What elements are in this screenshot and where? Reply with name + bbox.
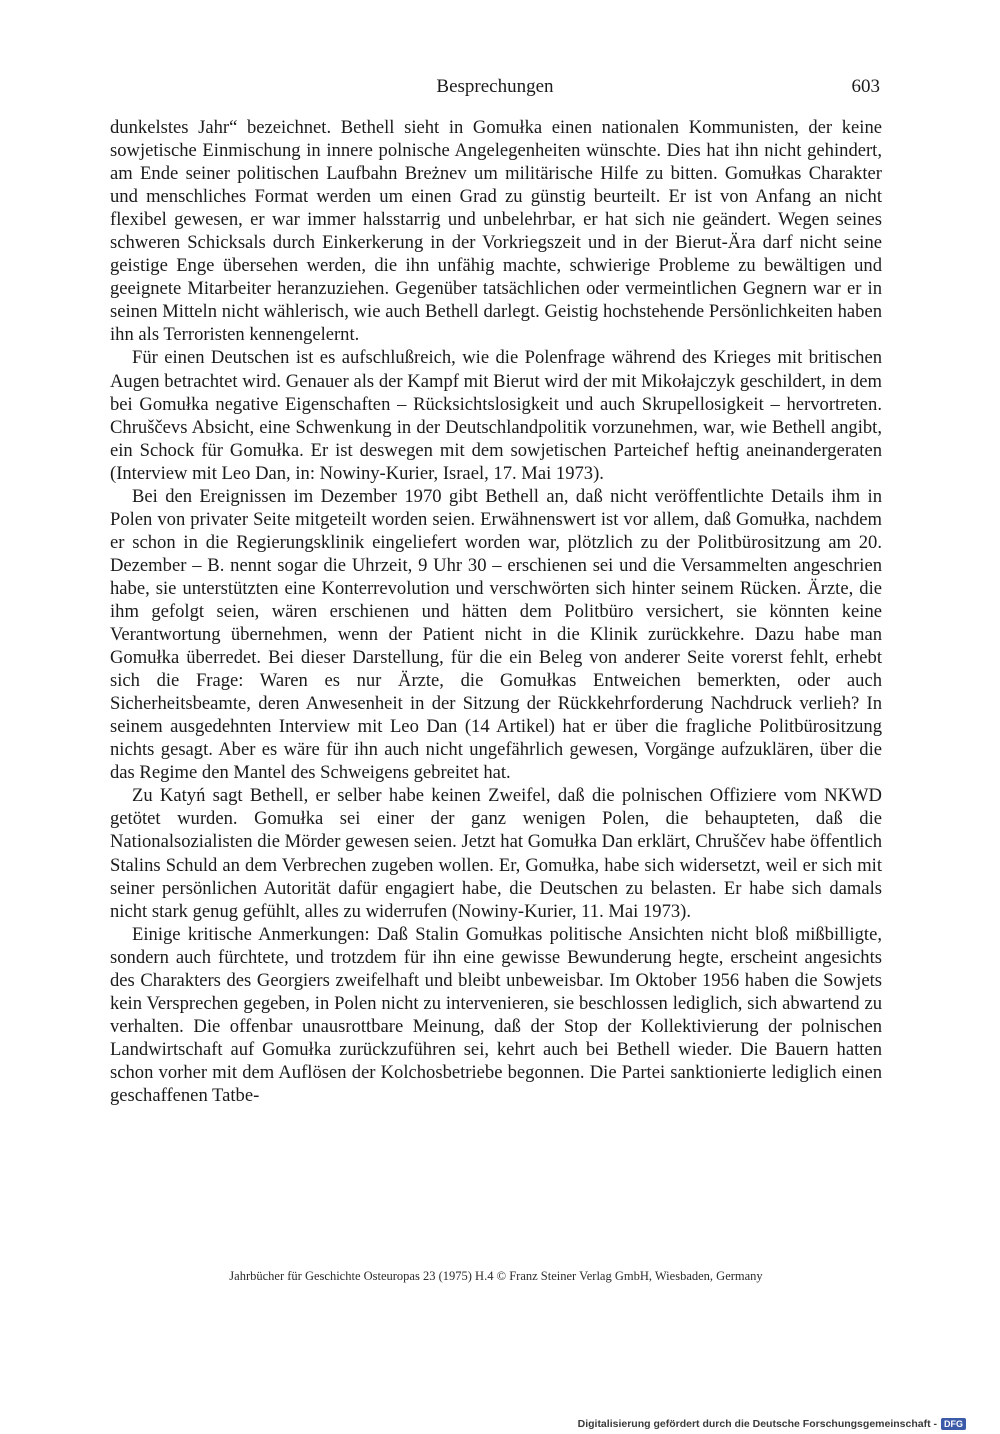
paragraph-3: Bei den Ereignissen im Dezember 1970 gibt Bethell an, daß nicht veröffentlichte Details ihm in Polen von privater Seite mitgeteilt worden seien. Erwähnenswert ist vor allem, daß Gomułka, nachdem er schon in die Regierungsklinik eingeliefert worden war, plötzlich zu der Politbürositzung am 20. Dezember – B. nennt sogar die Uhrzeit, 9 Uhr 30 – erschienen sei und die Versammelten angeschrien habe, sie unterstützten eine Konterrevolution und verschwörten sich hinter seinem Rücken. Ärzte, die ihm gefolgt seien, wären erschienen und hätten dem Politbüro versichert, sie könnten keine Verantwortung übernehmen, wenn der Patient nicht in die Klinik zurückkehre. Dazu habe man Gomułka überredet. Bei dieser Darstellung, für die ein Beleg von anderer Seite vorerst fehlt, erhebt sich die Frage: Waren es nur Ärzte, die Gomułkas Entweichen bemerkten, oder auch Sicherheitsbeamte, deren Anwesenheit in der Sitzung der Rückkehrforderung Nachdruck verlieh? In seinem ausgedehnten Interview mit Leo Dan (14 Artikel) hat er über die fragliche Politbürositzung nichts gesagt. Aber es wäre für ihn auch nicht ungefährlich gewesen, Vorgänge aufzuklären, über die das Regime den Mantel des Schweigens gebreitet hat. xyxy=(110,485,882,784)
paragraph-5: Einige kritische Anmerkungen: Daß Stalin Gomułkas politische Ansichten nicht bloß mißbilligte, sondern auch fürchtete, und trotzdem für ihn eine gewisse Bewunderung hegte, erscheint angesichts des Charakters des Georgiers zweifelhaft und bleibt unbeweisbar. Im Oktober 1956 haben die Sowjets kein Versprechen gegeben, in Polen nicht zu intervenieren, sie beschlossen lediglich, sich abwartend zu verhalten. Die offenbar unausrottbare Meinung, daß der Stop der Kollektivierung der polnischen Landwirtschaft auf Gomułka zurückzuführen sei, kehrt auch bei Bethell wieder. Die Bauern hatten schon vorher mit dem Auflösen der Kolchosbetriebe begonnen. Die Partei sanktionierte lediglich einen geschaffenen Tatbe- xyxy=(110,923,882,1106)
dfg-logo-icon: DFG xyxy=(941,1418,966,1430)
funding-note xyxy=(578,1416,966,1432)
funding-note-text: Digitalisierung gefördert durch die Deutsche Forschungsgemeinschaft - xyxy=(577,1418,937,1430)
paragraph-4: Zu Katyń sagt Bethell, er selber habe keinen Zweifel, daß die polnischen Offiziere vom NKWD getötet wurden. Gomułka sei einer der ganz wenigen Polen, die behaupteten, daß die Nationalsozialisten die Mörder gewesen seien. Jetzt hat Gomułka Dan erklärt, Chruščev habe öffentlich Stalins Schuld an dem Verbrechen zugeben wollen. Er, Gomułka, habe sich widersetzt, weil er sich mit seiner persönlichen Autorität dafür engagiert habe, die Deutschen zu belasten. Er habe sich damals nicht stark genug gefühlt, alles zu widerrufen (Nowiny-Kurier, 11. Mai 1973). xyxy=(110,785,882,922)
paragraph-1: dunkelstes Jahr“ bezeichnet. Bethell sieht in Gomułka einen nationalen Kommunisten, der keine sowjetische Einmischung in innere polnische Angelegenheiten wünschte. Dies hat ihn nicht gehindert, am Ende seiner politischen Laufbahn Breżnev um militärische Hilfe zu bitten. Gomułkas Charakter und menschliches Format werden um einen Grad zu günstig beurteilt. Er ist von Anfang an nicht flexibel gewesen, er war immer halsstarrig und unbelehrbar, er hat sich nie geändert. Wegen seines schweren Schicksals durch Einkerkerung in der Vorkriegszeit und in der Bierut-Ära darf nicht seine geistige Enge übersehen werden, die ihn unfähig machte, schwierige Probleme zu bewältigen und geeignete Mitarbeiter heranzuziehen. Gegenüber tatsächlichen oder vermeintlichen Gegnern war er in seinen Mitteln nicht wählerisch, wie auch Bethell darlegt. Geistig hochstehende Persönlichkeiten haben ihn als Terroristen kennengelernt. xyxy=(110,117,882,346)
page-number: 603 xyxy=(851,76,880,97)
running-title: Besprechungen xyxy=(436,76,554,97)
paragraph-2: Für einen Deutschen ist es aufschlußreich, wie die Polenfrage während des Krieges mit britischen Augen betrachtet wird. Genauer als der Kampf mit Bierut wird der mit Mikołajczyk geschildert, in dem bei Gomułka negative Eigenschaften – Rücksichtslosigkeit und auch Skrupellosigkeit – hervortreten. Chruščevs Absicht, eine Schwenkung in der Deutschlandpolitik vorzunehmen, war, wie Bethell angibt, ein Schock für Gomułka. Er ist deswegen mit dem sowjetischen Parteichef heftig aneinandergeraten (Interview mit Leo Dan, in: Nowiny-Kurier, Israel, 17. Mai 1973). xyxy=(110,347,882,484)
body-text xyxy=(110,116,882,1107)
running-head xyxy=(110,76,880,102)
journal-citation: Jahrbücher für Geschichte Osteuropas 23 (1975) H.4 © Franz Steiner Verlag GmbH, Wiesbaden, Germany xyxy=(229,1269,763,1283)
